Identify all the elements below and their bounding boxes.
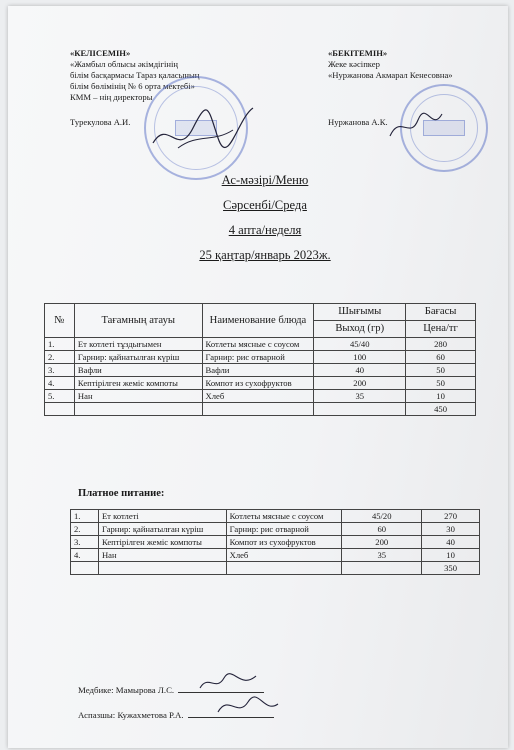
dish-yield: 35 [314, 390, 406, 403]
menu-total: 450 [406, 403, 476, 416]
dish-name-kz: Кептірілген жеміс компоты [74, 377, 202, 390]
menu-date: 25 қаңтар/январь 2023ж. [199, 248, 331, 262]
col-yield-ru-header: Выход (гр) [314, 321, 406, 338]
col-name-ru-header: Наименование блюда [202, 304, 314, 338]
dish-yield: 100 [314, 351, 406, 364]
row-num: 5. [45, 390, 75, 403]
menu-week: 4 апта/неделя [228, 223, 302, 237]
table-row [71, 523, 480, 536]
dish-name-kz: Ет котлеті тұздығымен [74, 338, 202, 351]
row-num: 3. [71, 536, 99, 549]
col-num-header: № [45, 304, 75, 338]
approval-line-left-3: білім бөлімінің № 6 орта мектебі» [70, 81, 195, 91]
dish-name-ru: Котлеты мясные с соусом [202, 338, 314, 351]
signature-cook [212, 692, 282, 720]
table-row [45, 390, 476, 403]
empty-cell [314, 403, 406, 416]
approval-line-left-2: білім басқармасы Тараз қаласының [70, 70, 200, 80]
menu-day: Сәрсенбі/Среда [223, 198, 307, 212]
dish-price: 10 [422, 549, 480, 562]
dish-yield: 200 [342, 536, 422, 549]
dish-name-ru: Компот из сухофруктов [202, 377, 314, 390]
dish-price: 270 [422, 510, 480, 523]
col-yield-kz-header: Шығымы [314, 304, 406, 321]
paid-table [70, 509, 480, 575]
dish-price: 10 [406, 390, 476, 403]
signature-left [148, 98, 258, 158]
menu-title: Ас-мәзірі/Меню [221, 173, 309, 187]
empty-cell [226, 562, 342, 575]
col-price-ru-header: Цена/тг [406, 321, 476, 338]
signatory-left: Турекулова А.И. [70, 117, 131, 127]
dish-yield: 35 [342, 549, 422, 562]
approval-line-right-1: Жеке кәсіпкер [328, 59, 380, 69]
nurse-label: Медбике: Мамырова Л.С. [78, 685, 175, 695]
dish-price: 60 [406, 351, 476, 364]
dish-yield: 60 [342, 523, 422, 536]
paid-section-label: Платное питание: [78, 488, 165, 499]
row-num: 4. [45, 377, 75, 390]
table-row [71, 549, 480, 562]
approval-line-left-4: КММ – нің директоры [70, 92, 153, 102]
signature-right [386, 106, 446, 146]
cook-label: Аспазшы: Кужахметова Р.А. [78, 710, 184, 720]
dish-name-ru: Хлеб [202, 390, 314, 403]
row-num: 2. [71, 523, 99, 536]
table-total-row [71, 562, 480, 575]
approval-line-right-2: «Нуржанова Акмарал Кенесовна» [328, 70, 453, 80]
col-price-kz-header: Бағасы [406, 304, 476, 321]
dish-name-kz: Нан [74, 390, 202, 403]
dish-price: 50 [406, 377, 476, 390]
approval-line-left-1: «Жамбыл облысы әкімдігінің [70, 59, 178, 69]
dish-name-kz: Гарнир: қайнатылған күріш [98, 523, 226, 536]
empty-cell [342, 562, 422, 575]
menu-table [44, 303, 476, 416]
approval-title-right: «БЕКІТЕМІН» [328, 48, 388, 58]
dish-price: 280 [406, 338, 476, 351]
empty-cell [74, 403, 202, 416]
row-num: 1. [45, 338, 75, 351]
table-row [71, 510, 480, 523]
empty-cell [98, 562, 226, 575]
dish-yield: 45/20 [342, 510, 422, 523]
dish-yield: 40 [314, 364, 406, 377]
empty-cell [45, 403, 75, 416]
empty-cell [202, 403, 314, 416]
dish-price: 50 [406, 364, 476, 377]
menu-titles [8, 172, 514, 272]
row-num: 1. [71, 510, 99, 523]
row-num: 2. [45, 351, 75, 364]
dish-name-kz: Гарнир: қайнатылған күріш [74, 351, 202, 364]
dish-name-ru: Гарнир: рис отварной [226, 523, 342, 536]
dish-name-ru: Гарнир: рис отварной [202, 351, 314, 364]
dish-yield: 45/40 [314, 338, 406, 351]
row-num: 4. [71, 549, 99, 562]
dish-name-ru: Вафли [202, 364, 314, 377]
approval-title-left: «КЕЛІСЕМІН» [70, 48, 131, 58]
table-row [45, 364, 476, 377]
dish-yield: 200 [314, 377, 406, 390]
dish-name-kz: Нан [98, 549, 226, 562]
dish-name-ru: Хлеб [226, 549, 342, 562]
table-row [71, 536, 480, 549]
dish-price: 40 [422, 536, 480, 549]
signatory-right: Нуржанова А.К. [328, 117, 388, 127]
dish-price: 30 [422, 523, 480, 536]
dish-name-kz: Кептірілген жеміс компоты [98, 536, 226, 549]
document-page [8, 6, 508, 748]
dish-name-kz: Вафли [74, 364, 202, 377]
dish-name-ru: Компот из сухофруктов [226, 536, 342, 549]
paid-total: 350 [422, 562, 480, 575]
table-total-row [45, 403, 476, 416]
dish-name-ru: Котлеты мясные с соусом [226, 510, 342, 523]
dish-name-kz: Ет котлеті [98, 510, 226, 523]
empty-cell [71, 562, 99, 575]
table-row [45, 377, 476, 390]
table-row [45, 351, 476, 364]
row-num: 3. [45, 364, 75, 377]
col-name-kz-header: Тағамның атауы [74, 304, 202, 338]
table-row [45, 338, 476, 351]
